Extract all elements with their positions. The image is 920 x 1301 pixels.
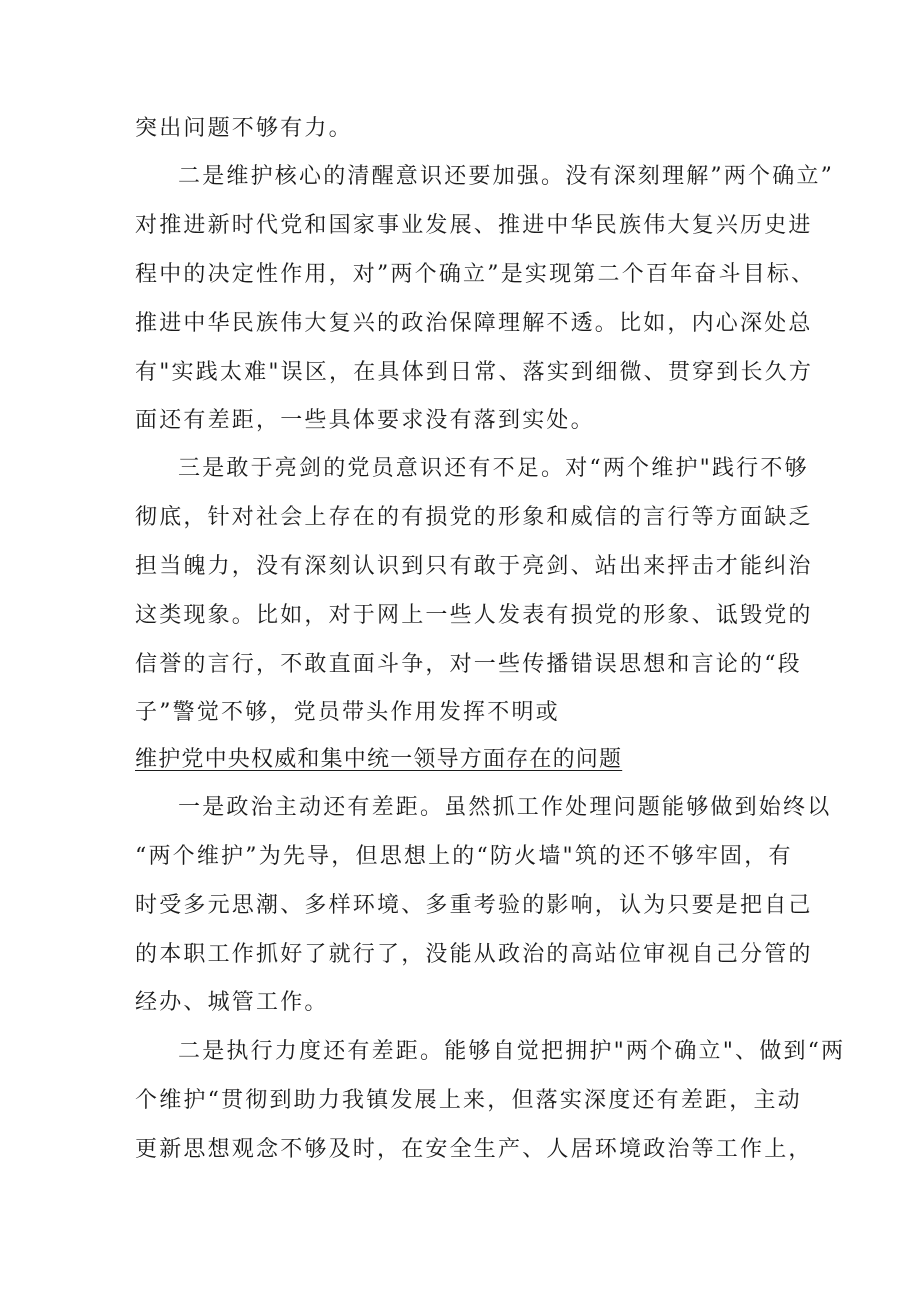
- paragraph-4-line-4: 的本职工作抓好了就行了，没能从政治的高站位审视自己分管的: [135, 942, 813, 967]
- paragraph-3-line-2: 彻底，针对社会上存在的有损党的形象和威信的言行等方面缺乏: [135, 505, 813, 530]
- paragraph-4-line-2: “两个维护”为先导，但思想上的“防火墙"筑的还不够牢固，有: [135, 844, 793, 869]
- paragraph-2-line-5: 有"实践太难"误区，在具体到日常、落实到细微、贯穿到长久方: [135, 360, 814, 385]
- paragraph-1-line-1: 突出问题不够有力。: [135, 116, 353, 141]
- paragraph-2-line-6: 面还有差距，一些具体要求没有落到实处。: [135, 408, 595, 433]
- paragraph-5-line-3: 更新思想观念不够及时，在安全生产、人居环境政治等工作上，: [135, 1137, 813, 1162]
- section-heading: 维护党中央权威和集中统一领导方面存在的问题: [135, 747, 623, 772]
- paragraph-2-line-3: 程中的决定性作用，对”两个确立”是实现第二个百年奋斗目标、: [135, 262, 816, 287]
- paragraph-2-line-2: 对推进新时代党和国家事业发展、推进中华民族伟大复兴历史进: [135, 213, 813, 238]
- paragraph-4-line-1: 一是政治主动还有差距。虽然抓工作处理问题能够做到始终以: [178, 795, 832, 820]
- paragraph-3-line-5: 信誉的言行，不敢直面斗争，对一些传播错误思想和言论的“段: [135, 652, 802, 677]
- paragraph-3-line-4: 这类现象。比如，对于网上一些人发表有损党的形象、诋毁党的: [135, 603, 813, 628]
- paragraph-4-line-5: 经办、城管工作。: [135, 990, 329, 1015]
- paragraph-4-line-3: 时受多元思潮、多样环境、多重考验的影响，认为只要是把自己: [135, 893, 813, 918]
- paragraph-3-line-1: 三是敢于亮剑的党员意识还有不足。对“两个维护"践行不够: [178, 456, 809, 481]
- paragraph-3-line-6: 子”警觉不够，党员带头作用发挥不明或: [135, 700, 560, 725]
- paragraph-3-line-3: 担当魄力，没有深刻认识到只有敢于亮剑、站出来抨击才能纠治: [135, 554, 813, 579]
- paragraph-2-line-4: 推进中华民族伟大复兴的政治保障理解不透。比如，内心深处总: [135, 311, 813, 336]
- paragraph-5-line-2: 个维护“贯彻到助力我镇发展上来，但落实深度还有差距，主动: [135, 1088, 802, 1113]
- paragraph-2-line-1: 二是维护核心的清醒意识还要加强。没有深刻理解”两个确立”: [178, 164, 835, 189]
- paragraph-5-line-1: 二是执行力度还有差距。能够自觉把拥护"两个确立"、做到“两: [178, 1039, 846, 1064]
